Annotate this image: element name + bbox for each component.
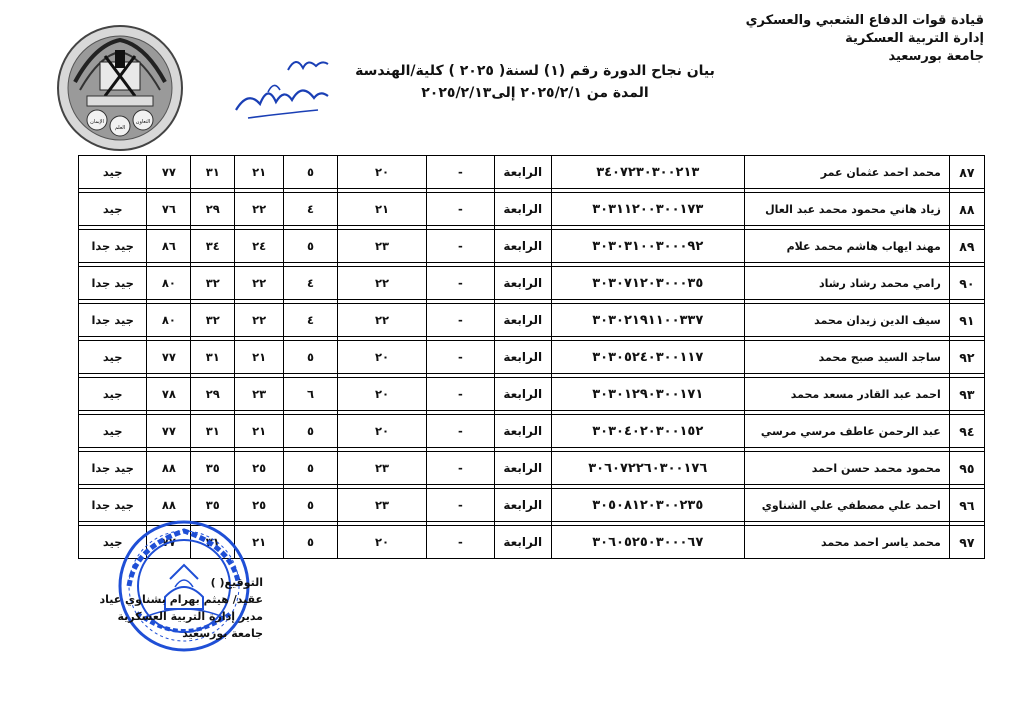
- student-name: محمد احمد عثمان عمر: [744, 156, 949, 189]
- score-4: ٣٥: [191, 489, 235, 522]
- grade: جيد: [79, 341, 147, 374]
- grade: جيد: [79, 526, 147, 559]
- signatory-title: مدير إدارة التربية العسكرية: [117, 610, 263, 623]
- row-number: ٩٦: [949, 489, 984, 522]
- score-1: ٢٢: [337, 304, 427, 337]
- total-score: ٨٨: [147, 452, 191, 485]
- national-id: ٣٠٣٠٣١٠٠٣٠٠٠٩٢: [551, 230, 744, 263]
- score-4: ٢٩: [191, 193, 235, 226]
- student-name: احمد علي مصطفي علي الشناوي: [744, 489, 949, 522]
- academic-level: الرابعة: [494, 452, 551, 485]
- student-name: رامي محمد رشاد رشاد: [744, 267, 949, 300]
- table-row: [79, 230, 985, 263]
- dash-cell: -: [427, 267, 494, 300]
- dash-cell: -: [427, 415, 494, 448]
- emblem-label-science: العلم: [114, 125, 126, 131]
- score-3: ٢١: [235, 415, 284, 448]
- emblem-label-cooperation: التعاون: [135, 119, 151, 125]
- score-3: ٢١: [235, 156, 284, 189]
- score-4: ٣١: [191, 341, 235, 374]
- row-number: ٨٧: [949, 156, 984, 189]
- table-row: [79, 378, 985, 411]
- row-number: ٩٣: [949, 378, 984, 411]
- student-name: ساجد السيد صبح محمد: [744, 341, 949, 374]
- score-1: ٢٣: [337, 489, 427, 522]
- total-score: ٧٧: [147, 415, 191, 448]
- total-score: ٧٨: [147, 378, 191, 411]
- score-2: ٥: [284, 452, 338, 485]
- row-number: ٨٨: [949, 193, 984, 226]
- row-number: ٩١: [949, 304, 984, 337]
- student-name: محمود محمد حسن احمد: [744, 452, 949, 485]
- national-id: ٣٠٦٠٥٢٥٠٣٠٠٠٦٧: [551, 526, 744, 559]
- score-1: ٢٠: [337, 378, 427, 411]
- score-4: ٣١: [191, 526, 235, 559]
- total-score: ٧٧: [147, 526, 191, 559]
- total-score: ٨٠: [147, 304, 191, 337]
- score-1: ٢١: [337, 193, 427, 226]
- dash-cell: -: [427, 193, 494, 226]
- score-2: ٤: [284, 193, 338, 226]
- student-name: زياد هاني محمود محمد عبد العال: [744, 193, 949, 226]
- score-3: ٢١: [235, 341, 284, 374]
- score-3: ٢٥: [235, 489, 284, 522]
- total-score: ٧٧: [147, 156, 191, 189]
- table-row: [79, 267, 985, 300]
- score-1: ٢٣: [337, 452, 427, 485]
- dash-cell: -: [427, 304, 494, 337]
- signature-block: [48, 574, 263, 642]
- score-3: ٢٥: [235, 452, 284, 485]
- dash-cell: -: [427, 526, 494, 559]
- graduates-table: [78, 155, 985, 559]
- grade: جيد: [79, 378, 147, 411]
- score-3: ٢٢: [235, 267, 284, 300]
- student-name: عبد الرحمن عاطف مرسي مرسي: [744, 415, 949, 448]
- academic-level: الرابعة: [494, 193, 551, 226]
- grade: جيد جدا: [79, 452, 147, 485]
- academic-level: الرابعة: [494, 415, 551, 448]
- grade: جيد: [79, 193, 147, 226]
- row-number: ٩٠: [949, 267, 984, 300]
- academic-level: الرابعة: [494, 341, 551, 374]
- student-name: محمد ياسر احمد محمد: [744, 526, 949, 559]
- academic-level: الرابعة: [494, 267, 551, 300]
- dash-cell: -: [427, 230, 494, 263]
- grade: جيد جدا: [79, 267, 147, 300]
- score-1: ٢٠: [337, 415, 427, 448]
- row-number: ٩٤: [949, 415, 984, 448]
- table-row: [79, 304, 985, 337]
- score-4: ٣١: [191, 415, 235, 448]
- document-title: بيان نجاح الدورة رقم (١) لسنة( ٢٠٢٥ ) كلية/الهندسة: [355, 63, 715, 79]
- score-2: ٥: [284, 230, 338, 263]
- table-row: [79, 156, 985, 189]
- dash-cell: -: [427, 156, 494, 189]
- score-2: ٥: [284, 156, 338, 189]
- total-score: ٨٠: [147, 267, 191, 300]
- score-1: ٢٢: [337, 267, 427, 300]
- signatory-university: جامعة بورسعيد: [182, 627, 263, 640]
- handwritten-signature-icon: [228, 40, 338, 130]
- national-id: ٣٠٥٠٨١٢٠٣٠٠٢٣٥: [551, 489, 744, 522]
- emblem-label-faith: الإيمان: [90, 119, 104, 125]
- academic-level: الرابعة: [494, 489, 551, 522]
- table-row: [79, 193, 985, 226]
- academic-level: الرابعة: [494, 526, 551, 559]
- total-score: ٧٧: [147, 341, 191, 374]
- total-score: ٧٦: [147, 193, 191, 226]
- table-row: [79, 415, 985, 448]
- national-id: ٣٠٦٠٧٢٢٦٠٣٠٠١٧٦: [551, 452, 744, 485]
- dash-cell: -: [427, 452, 494, 485]
- national-id: ٣٠٣٠٤٠٢٠٣٠٠١٥٢: [551, 415, 744, 448]
- grade: جيد: [79, 156, 147, 189]
- score-4: ٣١: [191, 156, 235, 189]
- total-score: ٨٦: [147, 230, 191, 263]
- row-number: ٩٢: [949, 341, 984, 374]
- document-title-block: [325, 60, 745, 104]
- score-1: ٢٠: [337, 341, 427, 374]
- national-id: ٣٠٣٠٥٢٤٠٣٠٠١١٧: [551, 341, 744, 374]
- score-3: ٢٢: [235, 304, 284, 337]
- dash-cell: -: [427, 341, 494, 374]
- grade: جيد جدا: [79, 489, 147, 522]
- score-4: ٢٩: [191, 378, 235, 411]
- table-row: [79, 452, 985, 485]
- grade: جيد جدا: [79, 230, 147, 263]
- score-2: ٥: [284, 526, 338, 559]
- national-id: ٣٠٣٠٢١٩١١٠٠٣٣٧: [551, 304, 744, 337]
- row-number: ٩٧: [949, 526, 984, 559]
- document-period: المدة من ٢٠٢٥/٢/١ إلى٢٠٢٥/٢/١٣: [421, 85, 649, 101]
- row-number: ٩٥: [949, 452, 984, 485]
- score-2: ٥: [284, 415, 338, 448]
- dash-cell: -: [427, 378, 494, 411]
- score-4: ٣٢: [191, 304, 235, 337]
- academic-level: الرابعة: [494, 304, 551, 337]
- grade: جيد جدا: [79, 304, 147, 337]
- dash-cell: -: [427, 489, 494, 522]
- national-id: ٣٤٠٧٢٣٠٣٠٠٢١٣: [551, 156, 744, 189]
- score-3: ٢١: [235, 526, 284, 559]
- score-1: ٢٣: [337, 230, 427, 263]
- table-row: [79, 341, 985, 374]
- academic-level: الرابعة: [494, 378, 551, 411]
- score-4: ٣٥: [191, 452, 235, 485]
- score-1: ٢٠: [337, 156, 427, 189]
- student-name: مهند ايهاب هاشم محمد علام: [744, 230, 949, 263]
- score-3: ٢٢: [235, 193, 284, 226]
- score-2: ٤: [284, 304, 338, 337]
- score-2: ٥: [284, 489, 338, 522]
- org-line-2: إدارة التربية العسكرية: [845, 31, 984, 46]
- academic-level: الرابعة: [494, 156, 551, 189]
- score-4: ٣٤: [191, 230, 235, 263]
- military-education-emblem-icon: [55, 20, 185, 155]
- score-3: ٢٤: [235, 230, 284, 263]
- student-name: احمد عبد القادر مسعد محمد: [744, 378, 949, 411]
- org-line-1: قيادة قوات الدفاع الشعبي والعسكري: [745, 13, 984, 28]
- score-2: ٤: [284, 267, 338, 300]
- score-3: ٢٣: [235, 378, 284, 411]
- national-id: ٣٠٣١١٢٠٠٣٠٠١٧٣: [551, 193, 744, 226]
- score-4: ٣٢: [191, 267, 235, 300]
- organization-header: [724, 12, 984, 66]
- score-2: ٦: [284, 378, 338, 411]
- grade: جيد: [79, 415, 147, 448]
- org-line-3: جامعة بورسعيد: [888, 49, 984, 64]
- national-id: ٣٠٣٠٧١٢٠٣٠٠٠٣٥: [551, 267, 744, 300]
- score-1: ٢٠: [337, 526, 427, 559]
- score-2: ٥: [284, 341, 338, 374]
- signatory-name: عقيد/ هيثم بهرام بشناوي عياد: [99, 593, 263, 606]
- national-id: ٣٠٣٠١٢٩٠٣٠٠١٧١: [551, 378, 744, 411]
- academic-level: الرابعة: [494, 230, 551, 263]
- student-name: سيف الدين زيدان محمد: [744, 304, 949, 337]
- total-score: ٨٨: [147, 489, 191, 522]
- row-number: ٨٩: [949, 230, 984, 263]
- signature-label: التوقيع( ): [210, 576, 263, 589]
